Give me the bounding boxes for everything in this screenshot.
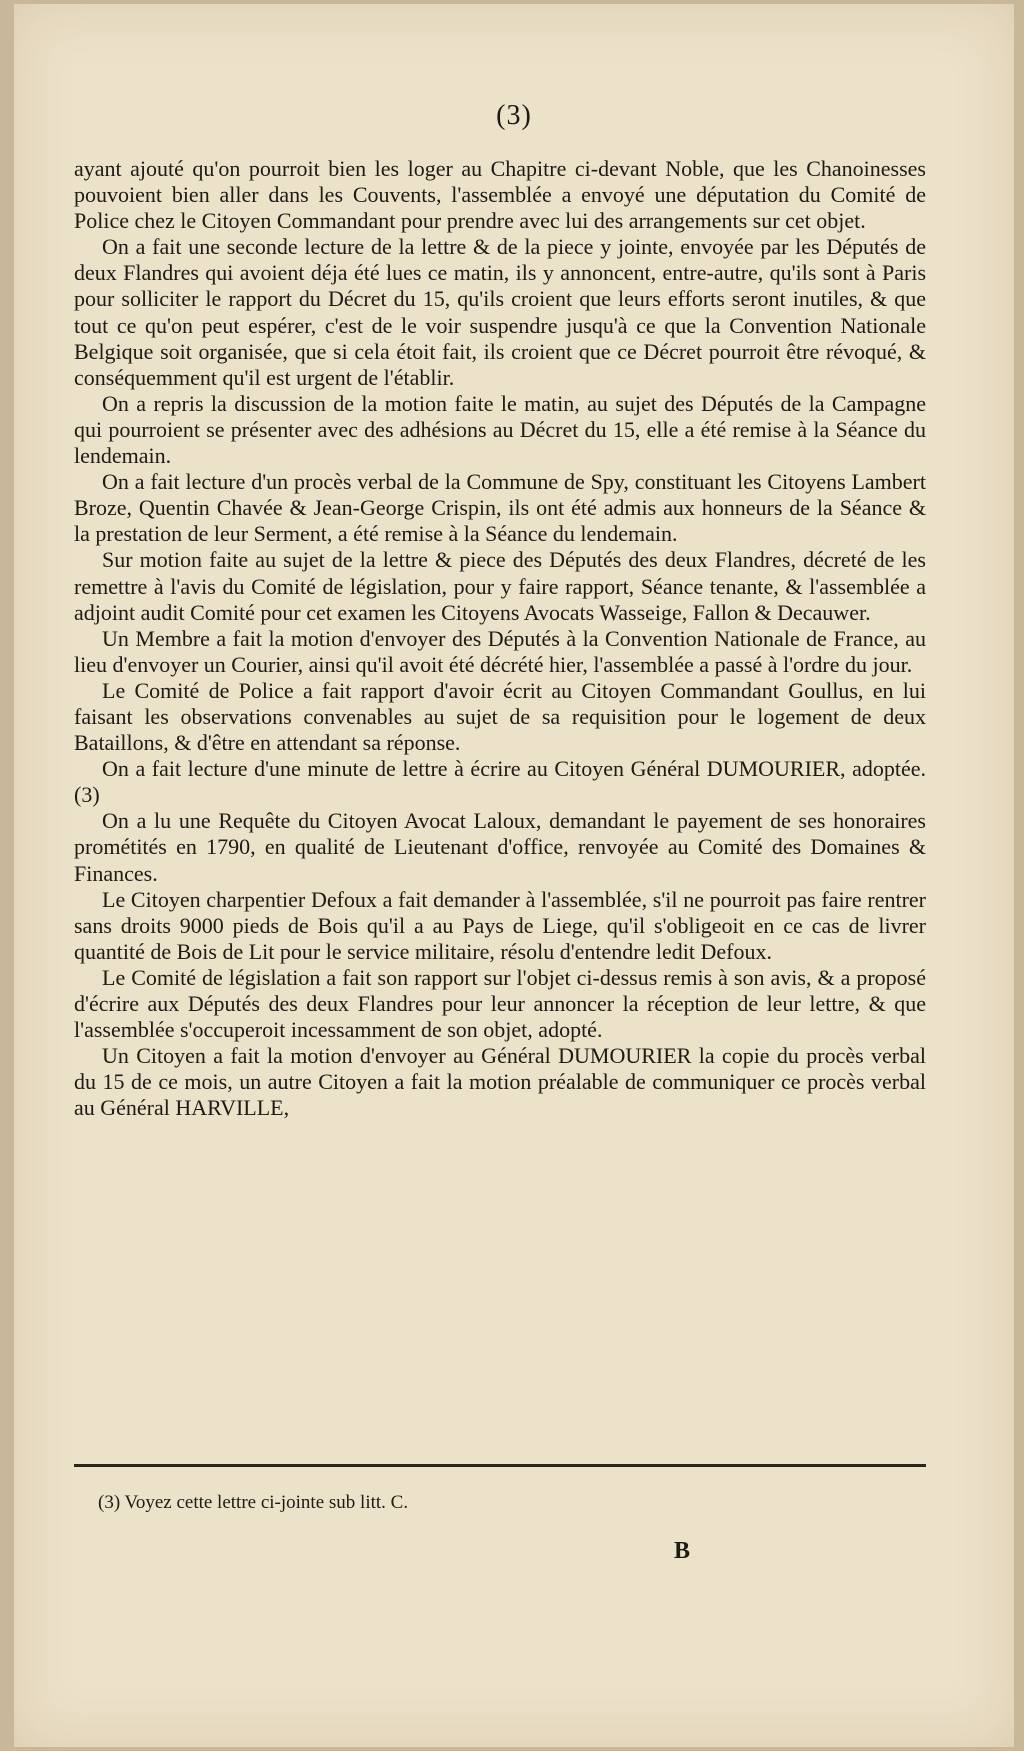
paragraph-1: ayant ajouté qu'on pourroit bien les loger au Chapitre ci-devant Noble, que les Chanoinesses pouvoient bien aller dans les Couvents, l'assemblée a envoyé une députation du Comité de Police chez le Citoyen Commandant pour prendre avec lui des arrangements sur cet objet.	[74, 156, 926, 234]
paragraph-10: Le Citoyen charpentier Defoux a fait demander à l'assemblée, s'il ne pourroit pas faire rentrer sans droits 9000 pieds de Bois qu'il a au Pays de Liege, qu'il s'obligeoit en ce cas de livrer quantité de Bois de Lit pour le service militaire, résolu d'entendre ledit Defoux.	[74, 886, 926, 964]
footnote-divider	[74, 1464, 926, 1467]
paragraph-2: On a fait une seconde lecture de la lettre & de la piece y jointe, envoyée par les Députés de deux Flandres qui avoient déja été lues ce matin, ils y annoncent, entre-autre, qu'ils sont à Paris pour solliciter le rapport du Décret du 15, qu'ils croient que leurs efforts seront inutiles, & que tout ce qu'on peut espérer, c'est de le voir suspendre jusqu'à ce que la Convention Nationale Belgique soit organisée, que si cela étoit fait, ils croient que ce Décret pourroit être révoqué, & conséquemment qu'il est urgent de l'établir.	[74, 234, 926, 390]
document-page	[14, 4, 1014, 1747]
paragraph-12: Un Citoyen a fait la motion d'envoyer au Général DUMOURIER la copie du procès verbal du 15 de ce mois, un autre Citoyen a fait la motion préalable de communiquer ce procès verbal au Général HARVILLE,	[74, 1043, 926, 1121]
body-text	[74, 156, 926, 1121]
paragraph-3: On a repris la discussion de la motion faite le matin, au sujet des Députés de la Campagne qui pourroient se présenter avec des adhésions au Décret du 15, elle a été remise à la Séance du lendemain.	[74, 390, 926, 469]
paragraph-9: On a lu une Requête du Citoyen Avocat Laloux, demandant le payement de ses honoraires prométités en 1790, en qualité de Lieutenant d'office, renvoyée au Comité des Domaines & Finances.	[74, 808, 926, 886]
paragraph-8: On a fait lecture d'une minute de lettre à écrire au Citoyen Général DUMOURIER, adoptée. (3)	[74, 756, 926, 808]
paragraph-4: On a fait lecture d'un procès verbal de la Commune de Spy, constituant les Citoyens Lambert Broze, Quentin Chavée & Jean-George Crispin, ils ont été admis aux honneurs de la Séance & la prestation de leur Serment, a été remise à la Séance du lendemain.	[74, 469, 926, 547]
signature-mark: B	[674, 1538, 691, 1564]
paragraph-6: Un Membre a fait la motion d'envoyer des Députés à la Convention Nationale de France, au lieu d'envoyer un Courier, ainsi qu'il avoit été décrété hier, l'assemblée a passé à l'ordre du jour.	[74, 625, 926, 677]
paragraph-7: Le Comité de Police a fait rapport d'avoir écrit au Citoyen Commandant Goullus, en lui faisant les observations convenables au sujet de sa requisition pour le logement de deux Bataillons, & d'être en attendant sa réponse.	[74, 677, 926, 756]
paragraph-5: Sur motion faite au sujet de la lettre & piece des Députés des deux Flandres, décreté de les remettre à l'avis du Comité de législation, pour y faire rapport, Séance tenante, & l'assemblée a adjoint audit Comité pour cet examen les Citoyens Avocats Wasseige, Fallon & Decauwer.	[74, 547, 926, 625]
page-number: (3)	[496, 100, 532, 131]
paragraph-11: Le Comité de législation a fait son rapport sur l'objet ci-dessus remis à son avis, & a proposé d'écrire aux Députés des deux Flandres pour leur annoncer la réception de leur lettre, & que l'assemblée s'occuperoit incessamment de son objet, adopté.	[74, 964, 926, 1043]
footnote: (3) Voyez cette lettre ci-jointe sub litt. C.	[98, 1492, 409, 1513]
